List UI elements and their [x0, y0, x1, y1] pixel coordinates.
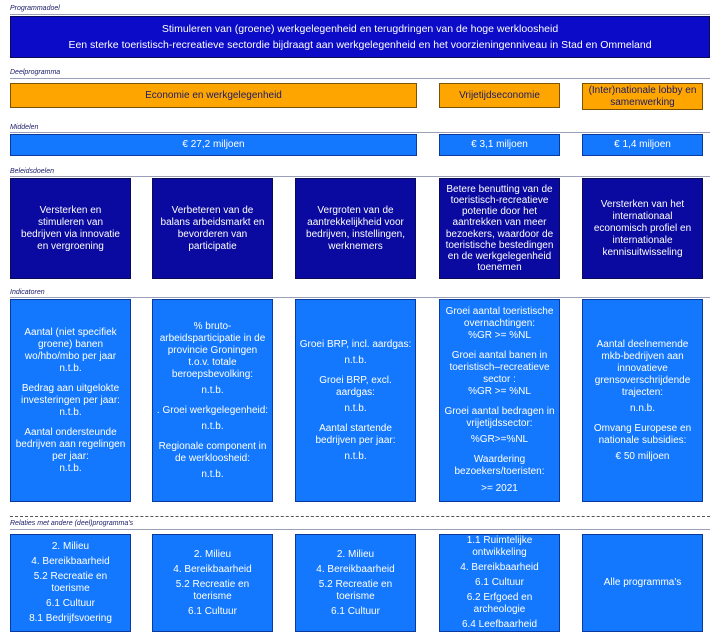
relaties-col-1	[10, 534, 131, 632]
indicator-label: Aantal (niet specifiek groene) banen wo/hbo/mbo per jaar	[24, 326, 117, 362]
indicator-label: Groei BRP, excl. aardgas:	[319, 374, 392, 398]
relatie-item: 6.1 Cultuur	[331, 605, 380, 617]
indicatoren-col-4	[439, 299, 560, 502]
indicator-label: Groei aantal banen in toeristisch–recreatieve sector :	[449, 350, 550, 385]
section-divider-dashed	[10, 516, 710, 517]
indicatoren-col-3	[295, 299, 416, 502]
indicator-value: n.t.b.	[344, 450, 367, 462]
section-rule	[10, 14, 710, 15]
section-label-indicatoren: Indicatoren	[10, 289, 45, 296]
relatie-item: 6.1 Cultuur	[475, 577, 524, 588]
relatie-item: 4. Bereikbaarheid	[460, 562, 539, 573]
relatie-item: 6.1 Cultuur	[46, 598, 95, 609]
indicatoren-col-1	[10, 299, 131, 502]
indicator-value: n.t.b.	[59, 362, 82, 374]
relatie-item: 6.2 Erfgoed en archeologie	[466, 592, 533, 615]
indicator-value: %GR >= %NL	[468, 386, 531, 397]
relatie-item: Alle programma's	[603, 577, 682, 588]
indicator-label: % bruto-arbeidsparticipatie in de provincie Groningen t.o.v. totale beroepsbevolking:	[159, 320, 266, 380]
indicator-value: n.n.b.	[629, 402, 656, 414]
indicator-value: n.t.b.	[344, 402, 367, 414]
section-label-middelen: Middelen	[10, 124, 39, 131]
middelen-vrijetijd: € 3,1 miljoen	[439, 134, 560, 156]
indicator-value: n.t.b.	[201, 420, 224, 432]
relatie-item: 4. Bereikbaarheid	[316, 563, 395, 575]
indicator-label: Aantal deelnemende mkb-bedrijven aan innovatieve grensoverschrijdende trajecten:	[594, 338, 691, 398]
indicator-label: Groei aantal bedragen in vrijetijdssector:	[444, 406, 555, 429]
relatie-item: 1.1 Ruimtelijke ontwikkeling	[466, 535, 533, 558]
indicator-value: %GR >= %NL	[468, 330, 531, 341]
indicator-value: n.t.b.	[201, 468, 224, 480]
beleidsdoel-4: Betere benutting van de toeristisch-recreatieve potentie door het aantrekken van meer bezoekers, waardoor de toeristische bestedingen en de werkgelegenheid toenemen	[439, 178, 560, 279]
relaties-col-5	[582, 534, 703, 632]
indicator-value: %GR>=%NL	[470, 434, 529, 445]
beleidsdoel-2: Verbeteren van de balans arbeidsmarkt en bevorderen van participatie	[152, 178, 273, 279]
section-label-beleidsdoelen: Beleidsdoelen	[10, 168, 54, 175]
indicator-label: Aantal ondersteunde bedrijven aan regelingen per jaar:	[15, 426, 126, 462]
relatie-item: 6.4 Leefbaarheid	[461, 619, 538, 630]
deelprogramma-lobby: (Inter)nationale lobby en samenwerking	[582, 83, 703, 110]
section-rule	[10, 132, 710, 133]
indicator-value: n.t.b.	[201, 384, 224, 396]
indicatoren-col-5	[582, 299, 703, 502]
programmadoel-line-2: Een sterke toeristisch-recreatieve sectordie bijdraagt aan werkgelegenheid en het voorzieningenniveau in Stad en Ommeland	[68, 38, 652, 51]
indicator-label: Bedrag aan uitgelokte investeringen per jaar:	[21, 382, 120, 406]
relatie-item: 4. Bereikbaarheid	[31, 556, 110, 567]
indicatoren-col-2	[152, 299, 273, 502]
section-label-deelprogramma: Deelprogramma	[10, 69, 61, 76]
section-rule	[10, 529, 710, 530]
relatie-item: 2. Milieu	[336, 548, 375, 560]
relatie-item: 5.2 Recreatie en toerisme	[175, 578, 250, 602]
indicator-value: n.t.b.	[59, 406, 82, 418]
beleidsdoel-5: Versterken van het internationaal economisch profiel en internationale kennisuitwisseling	[582, 178, 703, 279]
indicator-value: >= 2021	[481, 483, 518, 494]
middelen-economie: € 27,2 miljoen	[10, 134, 417, 156]
section-label-programmadoel: Programmadoel	[10, 5, 60, 12]
section-rule	[10, 78, 710, 79]
programmadoel-line-1: Stimuleren van (groene) werkgelegenheid en terugdringen van de hoge werkloosheid	[161, 22, 559, 35]
indicator-label: Groei aantal toeristische overnachtingen:	[445, 306, 554, 329]
relaties-col-2	[152, 534, 273, 632]
beleidsdoel-1: Versterken en stimuleren van bedrijven via innovatie en vergroening	[10, 178, 131, 279]
relatie-item: 5.2 Recreatie en toerisme	[33, 571, 108, 594]
relaties-col-4	[439, 534, 560, 632]
relatie-item: 4. Bereikbaarheid	[173, 563, 252, 575]
relatie-item: 6.1 Cultuur	[188, 605, 237, 617]
middelen-lobby: € 1,4 miljoen	[582, 134, 703, 156]
deelprogramma-vrijetijd: Vrijetijdseconomie	[439, 83, 560, 108]
indicator-label: . Groei werkgelegenheid:	[156, 404, 269, 416]
deelprogramma-economie: Economie en werkgelegenheid	[10, 83, 417, 108]
section-label-relaties: Relaties met andere (deel)programma's	[10, 520, 134, 527]
relaties-col-3	[295, 534, 416, 632]
indicator-label: Omvang Europese en nationale subsidies:	[593, 422, 692, 446]
beleidsdoel-3: Vergroten van de aantrekkelijkheid voor bedrijven, instellingen, werknemers	[295, 178, 416, 279]
indicator-label: Waardering bezoekers/toeristen:	[454, 454, 545, 477]
indicator-label: Groei BRP, incl. aardgas:	[299, 338, 412, 350]
relatie-item: 2. Milieu	[193, 548, 232, 560]
indicator-label: Aantal startende bedrijven per jaar:	[315, 422, 396, 446]
relatie-item: 5.2 Recreatie en toerisme	[318, 578, 393, 602]
indicator-value: n.t.b.	[344, 354, 367, 366]
relatie-item: 2. Milieu	[51, 541, 90, 552]
programmadoel-box	[10, 16, 710, 58]
section-rule	[10, 176, 710, 177]
indicator-value: € 50 miljoen	[615, 450, 670, 462]
section-rule	[10, 297, 710, 298]
indicator-label: Regionale component in de werkloosheid:	[158, 440, 267, 464]
indicator-value: n.t.b.	[59, 462, 82, 474]
relatie-item: 8.1 Bedrijfsvoering	[29, 613, 112, 624]
